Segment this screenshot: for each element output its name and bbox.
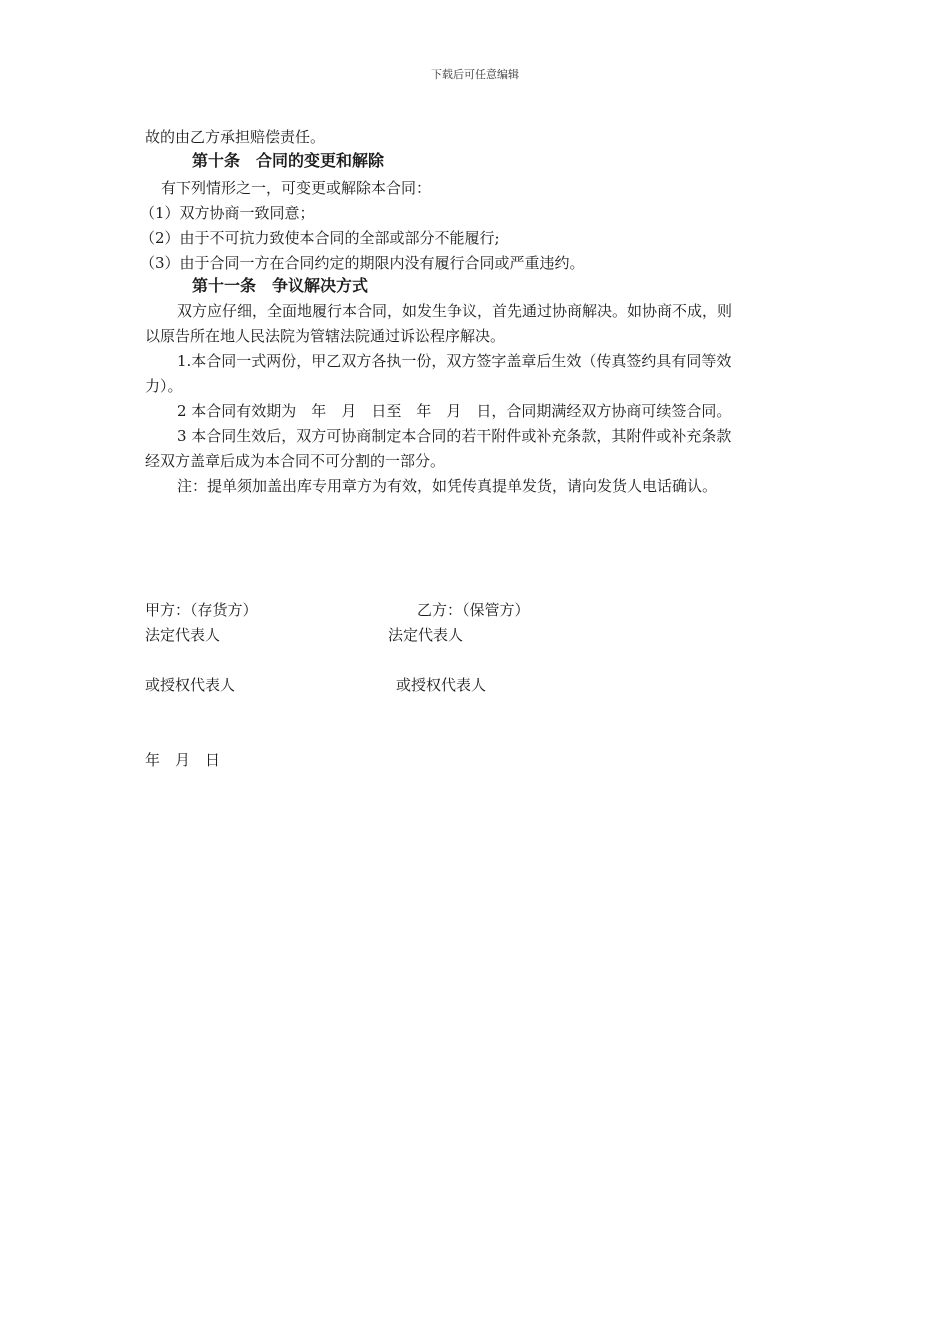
article-11-paragraph-line-1: 双方应仔细，全面地履行本合同，如发生争议，首先通过协商解决。如协商不成，则 xyxy=(177,302,733,320)
party-b-legal-representative: 法定代表人 xyxy=(388,626,464,644)
party-a-legal-representative: 法定代表人 xyxy=(145,626,221,644)
party-a-label: 甲方：（存货方） xyxy=(145,601,258,619)
party-b-label: 乙方：（保管方） xyxy=(417,601,530,619)
clause-1-line-1: 1.本合同一式两份，甲乙双方各执一份，双方签字盖章后生效（传真签约具有同等效 xyxy=(177,352,732,370)
signature-date: 年 月 日 xyxy=(145,751,221,769)
article-10-item-3: （3）由于合同一方在合同约定的期限内没有履行合同或严重违约。 xyxy=(140,254,585,272)
article-10-heading: 第十条 合同的变更和解除 xyxy=(192,151,385,170)
paragraph-continuation: 故的由乙方承担赔偿责任。 xyxy=(145,128,326,146)
article-11-paragraph-line-2: 以原告所在地人民法院为管辖法院通过诉讼程序解决。 xyxy=(145,327,506,345)
clause-3-line-1: 3 本合同生效后，双方可协商制定本合同的若干附件或补充条款，其附件或补充条款 xyxy=(177,427,732,445)
clause-1-line-2: 力）。 xyxy=(145,377,183,395)
article-10-item-1: （1）双方协商一致同意； xyxy=(140,204,315,222)
article-11-heading: 第十一条 争议解决方式 xyxy=(192,276,369,295)
party-a-authorized-representative: 或授权代表人 xyxy=(145,676,236,694)
article-10-intro: 有下列情形之一，可变更或解除本合同： xyxy=(161,179,432,197)
clause-3-line-2: 经双方盖章后成为本合同不可分割的一部分。 xyxy=(145,452,446,470)
page-header-note: 下载后可任意编辑 xyxy=(431,68,519,81)
party-b-authorized-representative: 或授权代表人 xyxy=(396,676,487,694)
clause-2: 2 本合同有效期为 年 月 日至 年 月 日，合同期满经双方协商可续签合同。 xyxy=(177,402,732,420)
article-10-item-2: （2）由于不可抗力致使本合同的全部或部分不能履行; xyxy=(140,229,500,247)
note-paragraph: 注：提单须加盖出库专用章方为有效，如凭传真提单发货，请向发货人电话确认。 xyxy=(177,477,718,495)
